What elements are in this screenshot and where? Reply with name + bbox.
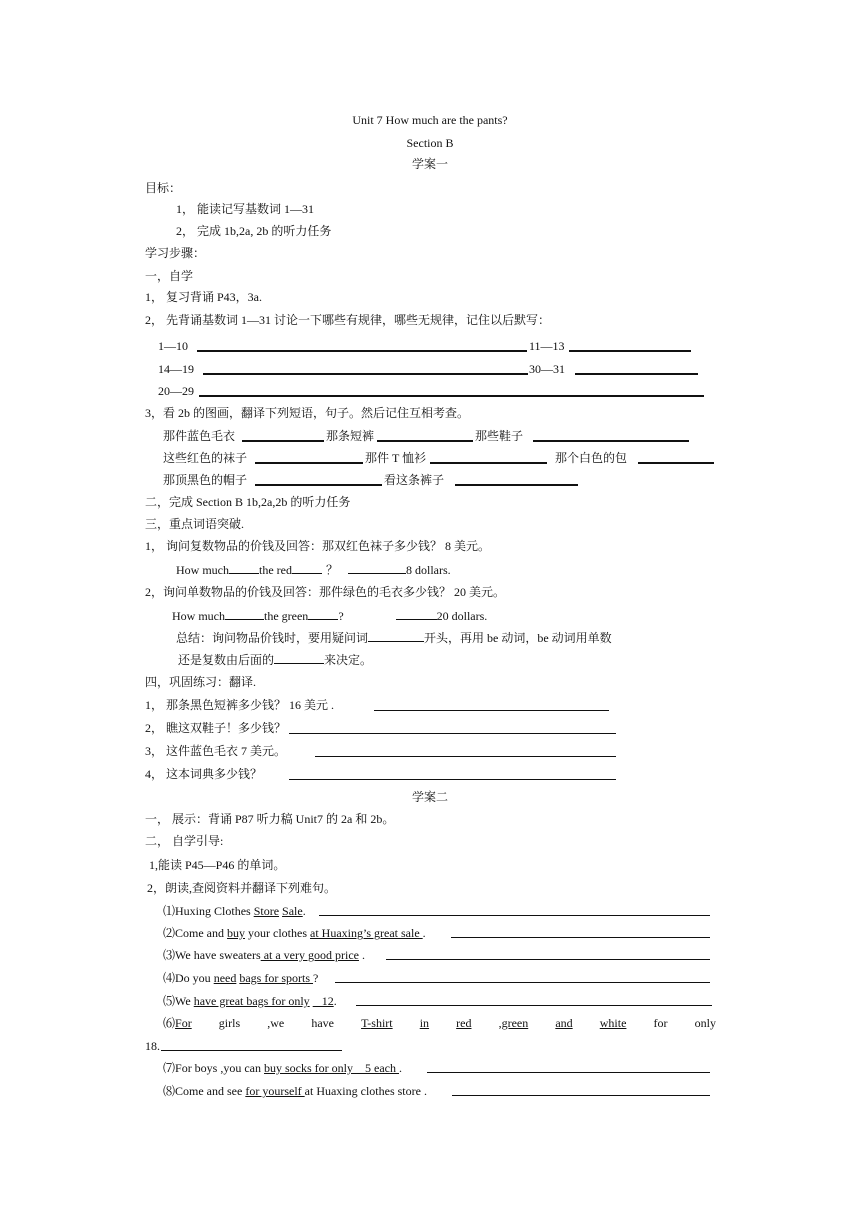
sentence-text: ? xyxy=(313,971,319,985)
row-label-1-10: 1—10 xyxy=(158,339,188,353)
goals-label: 目标： xyxy=(145,181,182,195)
sentence-number: ⑺ xyxy=(163,1061,176,1075)
part3-q2: 2，询问单数物品的价钱及回答：那件绿色的毛衣多少钱？ 20 美元。 xyxy=(145,585,506,599)
part2-heading: 二，完成 Section B 1b,2a,2b 的听力任务 xyxy=(145,495,351,509)
row-label-30-31: 30—31 xyxy=(529,362,565,376)
plan2-sub1: 1,能读 P45—P46 的单词。 xyxy=(149,858,286,872)
blank-line[interactable] xyxy=(255,462,363,464)
section-title: Section B xyxy=(406,136,454,150)
blank-line[interactable] xyxy=(368,630,424,642)
part4-item-4: 4， 这本词典多少钱？ xyxy=(145,767,263,781)
blank-line[interactable] xyxy=(319,915,710,916)
underlined-phrase: ,green xyxy=(498,1016,529,1030)
sentence-text: We have sweaters xyxy=(175,948,261,962)
sentence-word xyxy=(163,1015,192,1031)
part4-item-3: 3， 这件蓝色毛衣 7 美元。 xyxy=(145,744,287,758)
sentence-number: ⑶ xyxy=(163,948,176,962)
sentence-number: ⑹ xyxy=(163,1016,176,1030)
underlined-phrase: T-shirt xyxy=(361,1016,393,1030)
blank-line[interactable] xyxy=(161,1050,342,1051)
blank-line[interactable] xyxy=(197,350,527,352)
sentence-text: your clothes xyxy=(245,926,311,940)
sentence-text: Do you xyxy=(175,971,214,985)
sentence-text: Come and see xyxy=(175,1084,246,1098)
sentence-text: For boys ,you can xyxy=(175,1061,265,1075)
blank-line[interactable] xyxy=(229,562,259,574)
phrase-tshirt: 那件 T 恤衫 xyxy=(365,451,427,465)
sentence-text: . xyxy=(358,948,365,962)
sentence-6 xyxy=(163,1015,716,1031)
phrase-blue-sweater: 那件蓝色毛衣 xyxy=(163,429,236,443)
pattern-text: ? xyxy=(338,609,344,623)
underlined-phrase: at Huaxing’s great sale xyxy=(310,926,423,940)
summary-text: 开头，再用 be 动词，be 动词用单数 xyxy=(424,631,612,645)
blank-line[interactable] xyxy=(274,652,324,664)
underlined-phrase: for yourself xyxy=(245,1084,305,1098)
blank-line[interactable] xyxy=(569,350,691,352)
blank-line[interactable] xyxy=(451,937,710,938)
pattern-text: 20 dollars. xyxy=(436,609,488,623)
blank-line[interactable] xyxy=(427,1072,710,1073)
plan2-title: 学案二 xyxy=(411,790,448,804)
underlined-phrase: 5 each xyxy=(356,1061,399,1075)
summary-text: 总结：询问物品价钱时，要用疑问词 xyxy=(176,631,369,645)
row-label-20-29: 20—29 xyxy=(158,384,194,398)
phrase-black-hat: 那顶黑色的帽子 xyxy=(163,473,248,487)
pattern-text: the red xyxy=(259,563,292,577)
blank-line[interactable] xyxy=(308,608,338,620)
blank-line[interactable] xyxy=(203,373,528,375)
sentence-text: We xyxy=(175,994,194,1008)
sentence-number: ⑻ xyxy=(163,1084,176,1098)
doc-title: Unit 7 How much are the pants? xyxy=(352,113,508,127)
blank-line[interactable] xyxy=(315,756,616,757)
blank-line[interactable] xyxy=(377,440,473,442)
blank-line[interactable] xyxy=(255,484,382,486)
blank-line[interactable] xyxy=(289,733,616,734)
blank-line[interactable] xyxy=(199,395,704,397)
sentence-8 xyxy=(163,1083,427,1099)
part1-heading: 一，自学 xyxy=(145,269,194,283)
underlined-phrase: bags for sports xyxy=(239,971,314,985)
pattern-text: 8 dollars. xyxy=(406,563,451,577)
sentence-text: at Huaxing clothes store . xyxy=(304,1084,427,1098)
sentence-text: . xyxy=(422,926,426,940)
sentence-number: ⑵ xyxy=(163,926,176,940)
plan2-sub2: 2，朗读,查阅资料并翻译下列难句。 xyxy=(147,881,337,895)
part1-item1: 1， 复习背诵 P43，3a. xyxy=(145,290,263,304)
blank-line[interactable] xyxy=(335,982,710,983)
blank-line[interactable] xyxy=(225,608,264,620)
sentence-6-continuation: 18. xyxy=(145,1039,160,1053)
underlined-phrase: red xyxy=(456,1016,472,1030)
steps-label: 学习步骤： xyxy=(145,246,206,260)
part4-item-1: 1， 那条黑色短裤多少钱？ 16 美元 . xyxy=(145,698,335,712)
blank-line[interactable] xyxy=(374,710,609,711)
underlined-phrase: For xyxy=(175,1016,192,1030)
sentence-word: have xyxy=(311,1016,334,1030)
row-label-14-19: 14—19 xyxy=(158,362,194,376)
sentence-4 xyxy=(163,970,318,986)
blank-line[interactable] xyxy=(533,440,689,442)
blank-line[interactable] xyxy=(455,484,578,486)
underlined-phrase: at a very good price xyxy=(260,948,359,962)
sentence-text: Huxing Clothes xyxy=(175,904,254,918)
blank-line[interactable] xyxy=(575,373,698,375)
plan2-item2: 二， 自学引导: xyxy=(145,834,224,848)
summary-text: 还是复数由后面的 xyxy=(178,653,275,667)
blank-line[interactable] xyxy=(386,959,710,960)
sentence-number: ⑸ xyxy=(163,994,176,1008)
sentence-word: only xyxy=(694,1016,716,1030)
part1-item2: 2， 先背诵基数词 1—31 讨论一下哪些有规律，哪些无规律，记住以后默写： xyxy=(145,313,551,327)
summary-text: 来决定。 xyxy=(324,653,373,667)
underlined-phrase: buy xyxy=(227,926,246,940)
part3-heading: 三，重点词语突破. xyxy=(145,517,245,531)
phrase-shorts: 那条短裤 xyxy=(326,429,375,443)
underlined-phrase: Sale xyxy=(282,904,303,918)
blank-line[interactable] xyxy=(356,1005,712,1006)
sentence-2 xyxy=(163,925,426,941)
phrase-pants: 看这条裤子 xyxy=(384,473,445,487)
underlined-phrase: buy socks for only xyxy=(264,1061,357,1075)
part3-q1: 1， 询问复数物品的价钱及回答：那双红色袜子多少钱？ 8 美元。 xyxy=(145,539,491,553)
phrase-shoes: 那些鞋子 xyxy=(475,429,524,443)
underlined-phrase: and xyxy=(555,1016,573,1030)
plan1-title: 学案一 xyxy=(411,157,448,171)
blank-line[interactable] xyxy=(638,462,714,464)
underlined-phrase: white xyxy=(599,1016,627,1030)
sentence-word: for xyxy=(653,1016,668,1030)
blank-line[interactable] xyxy=(452,1095,710,1096)
sentence-5 xyxy=(163,993,337,1009)
sentence-7 xyxy=(163,1060,402,1076)
blank-line[interactable] xyxy=(396,608,437,620)
summary-line-1 xyxy=(176,630,612,646)
plan2-item1: 一， 展示：背诵 P87 听力稿 Unit7 的 2a 和 2b。 xyxy=(145,812,395,826)
pattern-text: How much xyxy=(176,563,229,577)
pattern-text: ？ xyxy=(325,563,338,577)
q1-pattern xyxy=(176,562,451,578)
blank-line[interactable] xyxy=(289,779,616,780)
sentence-1 xyxy=(163,903,306,919)
summary-line-2 xyxy=(178,652,372,668)
q2-pattern xyxy=(172,608,487,624)
sentence-text: . xyxy=(333,994,337,1008)
blank-line[interactable] xyxy=(242,440,324,442)
blank-line[interactable] xyxy=(292,562,322,574)
blank-line[interactable] xyxy=(348,562,406,574)
sentence-text: Come and xyxy=(175,926,228,940)
sentence-text: . xyxy=(399,1061,402,1075)
sentence-word: girls xyxy=(218,1016,241,1030)
part1-item3: 3，看 2b 的图画，翻译下列短语，句子。然后记住互相考查。 xyxy=(145,406,470,420)
sentence-word: ,we xyxy=(267,1016,285,1030)
underlined-phrase: in xyxy=(419,1016,430,1030)
part4-item-2: 2， 瞧这双鞋子！多少钱？ xyxy=(145,721,287,735)
phrase-red-socks: 这些红色的袜子 xyxy=(163,451,248,465)
sentence-text: . xyxy=(302,904,306,918)
underlined-phrase: have great bags for only xyxy=(193,994,310,1008)
sentence-number: ⑷ xyxy=(163,971,176,985)
underlined-phrase: need xyxy=(213,971,237,985)
row-label-11-13: 11—13 xyxy=(529,339,565,353)
sentence-3 xyxy=(163,947,365,963)
underlined-phrase: 12 xyxy=(312,994,334,1008)
goal-item-2: 2， 完成 1b,2a, 2b 的听力任务 xyxy=(176,224,332,238)
underlined-phrase: Store xyxy=(253,904,280,918)
part4-heading: 四，巩固练习：翻译. xyxy=(145,675,257,689)
pattern-text: the green xyxy=(264,609,309,623)
sentence-number: ⑴ xyxy=(163,904,176,918)
phrase-white-bag: 那个白色的包 xyxy=(555,451,628,465)
pattern-text: How much xyxy=(172,609,225,623)
goal-item-1: 1， 能读记写基数词 1—31 xyxy=(176,202,315,216)
blank-line[interactable] xyxy=(430,462,547,464)
